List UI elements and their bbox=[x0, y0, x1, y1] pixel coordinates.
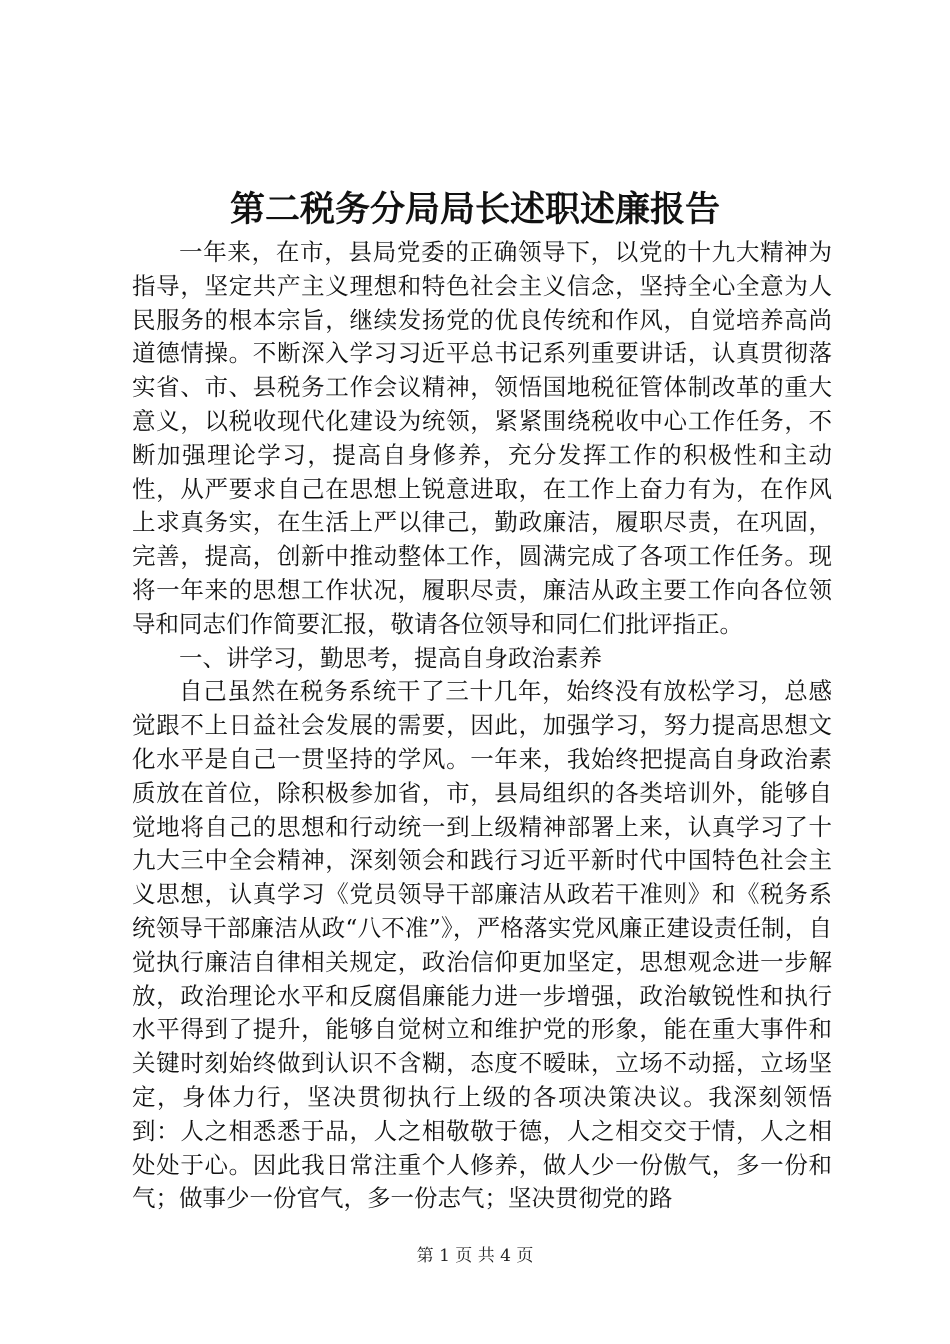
body-paragraph: 自己虽然在税务系统干了三十几年，始终没有放松学习，总感觉跟不上日益社会发展的需要，因此，加强学习，努力提高思想文化水平是自己一贯坚持的学风。一年来，我始终把提高自身政治素质放在首位，除积极参加省，市，县局组织的各类培训外，能够自觉地将自己的思想和行动统一到上级精神部署上来，认真学习了十九大三中全会精神，深刻领会和践行习近平新时代中国特色社会主义思想，认真学习《党员领导干部廉洁从政若干准则》和《税务系统领导干部廉洁从政“八不准”》，严格落实党风廉正建设责任制，自觉执行廉洁自律相关规定，政治信仰更加坚定，思想观念进一步解放，政治理论水平和反腐倡廉能力进一步增强，政治敏锐性和执行水平得到了提升，能够自觉树立和维护党的形象，能在重大事件和关键时刻始终做到认识不含糊，态度不暧昧，立场不动摇，立场坚定，身体力行，坚决贯彻执行上级的各项决策决议。我深刻领悟到：人之相悉悉于品，人之相敬敬于德，人之相交交于情，人之相处处于心。因此我日常注重个人修养，做人少一份傲气，多一份和气；做事少一份官气，多一份志气；坚决贯彻党的路 bbox=[132, 677, 832, 1213]
document-title: 第二税务分局局长述职述廉报告 bbox=[229, 189, 720, 230]
section-heading: 一、讲学习，勤思考，提高自身政治素养 bbox=[179, 643, 602, 672]
document-body bbox=[132, 236, 832, 1216]
intro-paragraph: 一年来，在市，县局党委的正确领导下，以党的十九大精神为指导，坚定共产主义理想和特色社会主义信念，坚持全心全意为人民服务的根本宗旨，继续发扬党的优良传统和作风，自觉培养高尚道德情操。不断深入学习习近平总书记系列重要讲话，认真贯彻落实省、市、县税务工作会议精神，领悟国地税征管体制改革的重大意义，以税收现代化建设为统领，紧紧围绕税收中心工作任务，不断加强理论学习，提高自身修养，充分发挥工作的积极性和主动性，从严要求自己在思想上锐意进取，在工作上奋力有为，在作风上求真务实，在生活上严以律己，勤政廉洁，履职尽责，在巩固，完善，提高，创新中推动整体工作，圆满完成了各项工作任务。现将一年来的思想工作状况，履职尽责，廉洁从政主要工作向各位领导和同志们作简要汇报，敬请各位领导和同仁们批评指正。 bbox=[132, 238, 832, 638]
page-number-footer: 第 1 页 共 4 页 bbox=[416, 1246, 534, 1266]
